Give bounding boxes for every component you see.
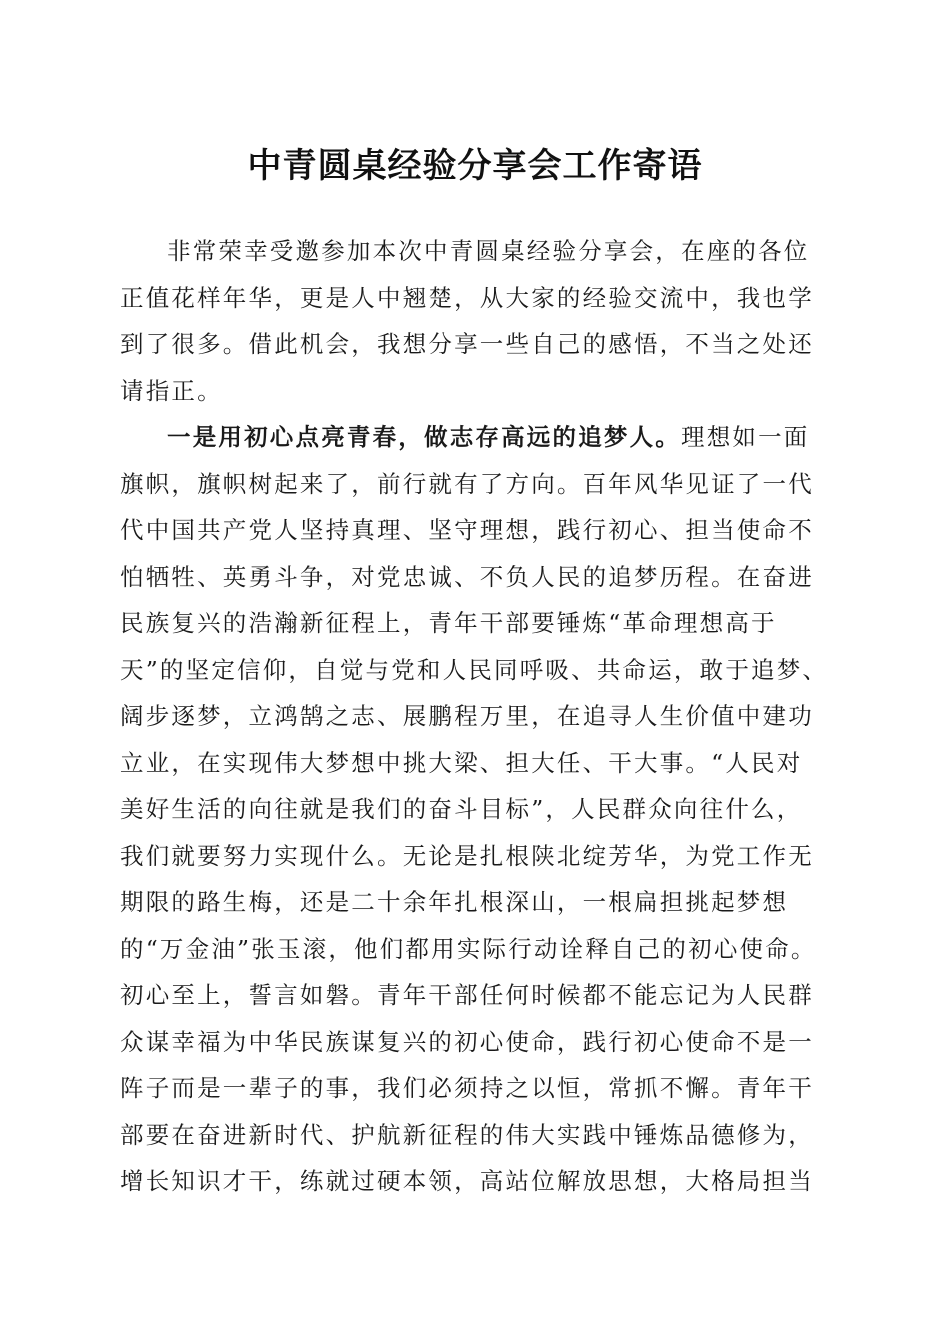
paragraph-line (120, 414, 832, 461)
paragraph-line: 期限的路生梅，还是二十余年扎根深山，一根扁担挑起梦想 (120, 888, 789, 916)
paragraph-line: 部要在奋进新时代、护航新征程的伟大实践中锤炼品德修为， (120, 1120, 814, 1149)
paragraph-line: 我们就要努力实现什么。无论是扎根陕北绽芳华，为党工作无 (120, 841, 814, 870)
paragraph-line: 的“万金油”张玉滚，他们都用实际行动诠释自己的初心使命。 (120, 934, 817, 963)
paragraph-intro (120, 228, 832, 414)
paragraph-line: 阵子而是一辈子的事，我们必须持之以恒，常抓不懈。青年干 (120, 1074, 814, 1102)
paragraph-line: 立业，在实现伟大梦想中挑大梁、担大任、干大事。“人民对 (120, 748, 803, 777)
paragraph-first-point (120, 414, 832, 1205)
paragraph-line: 到了很多。借此机会，我想分享一些自己的感悟，不当之处还 (120, 330, 814, 358)
paragraph-line: 请指正。 (120, 376, 223, 405)
paragraph-line: 众谋幸福为中华民族谋复兴的初心使命，践行初心使命不是一 (120, 1027, 814, 1056)
paragraph-line: 初心至上，誓言如磐。青年干部任何时候都不能忘记为人民群 (120, 981, 814, 1009)
section-lead-sentence: 一是用初心点亮青春，做志存高远的追梦人。 (167, 423, 681, 451)
paragraph-line: 民族复兴的浩瀚新征程上，青年干部要锤炼“革命理想高于 (120, 609, 777, 637)
paragraph-line: 增长知识才干，练就过硬本领，高站位解放思想，大格局担当 (120, 1167, 814, 1195)
document-title: 中青圆桌经验分享会工作寄语 (247, 146, 703, 186)
paragraph-line: 美好生活的向往就是我们的奋斗目标”，人民群众向往什么， (120, 795, 803, 823)
document-body (120, 228, 832, 1205)
paragraph-line: 阔步逐梦，立鸿鹄之志、展鹏程万里，在追寻人生价值中建功 (120, 702, 814, 730)
paragraph-line: 代中国共产党人坚持真理、坚守理想，践行初心、担当使命不 (120, 516, 814, 544)
paragraph-line: 天”的坚定信仰，自觉与党和人民同呼吸、共命运，敢于追梦、 (120, 655, 829, 684)
paragraph-line: 正值花样年华，更是人中翘楚，从大家的经验交流中，我也学 (120, 283, 814, 312)
paragraph-line: 非常荣幸受邀参加本次中青圆桌经验分享会，在座的各位 (167, 237, 810, 265)
paragraph-line: 怕牺牲、英勇斗争，对党忠诚、不负人民的追梦历程。在奋进 (120, 562, 814, 591)
paragraph-line: 旗帜，旗帜树起来了，前行就有了方向。百年风华见证了一代 (120, 469, 814, 498)
paragraph-line-rest: 理想如一面 (681, 423, 810, 451)
